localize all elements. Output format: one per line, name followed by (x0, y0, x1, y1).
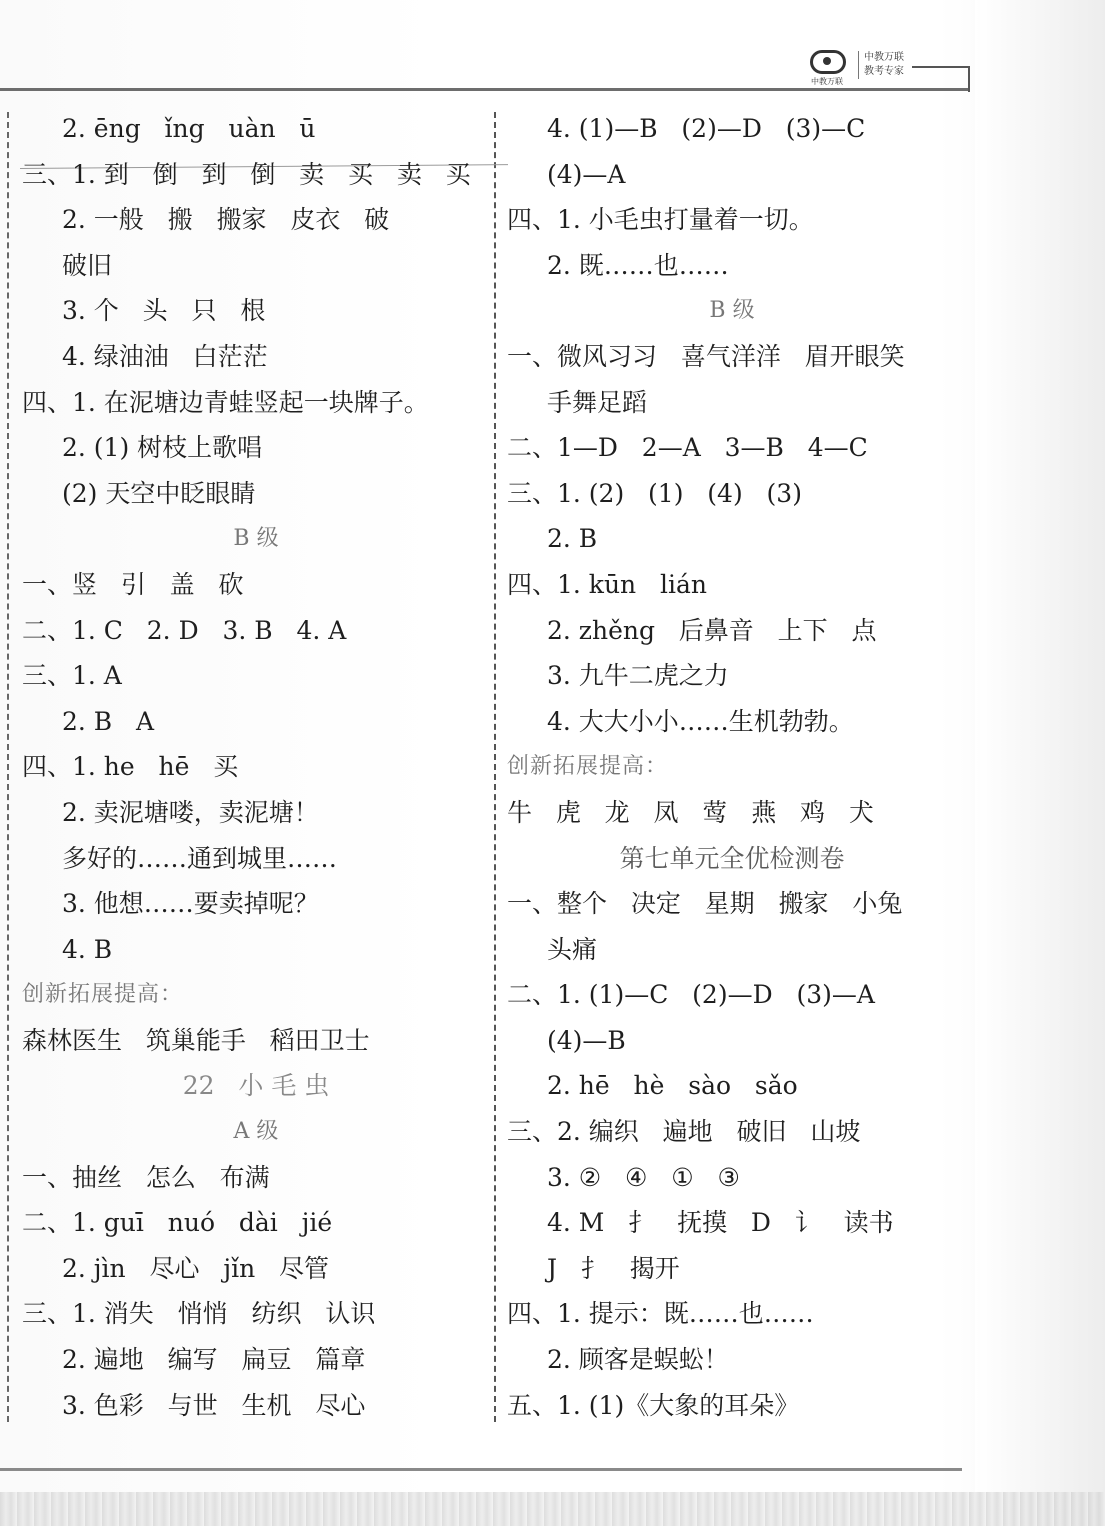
left-answer-line: 3. 他想……要卖掉呢？ (62, 889, 319, 919)
left-answer-line: 多好的……通到城里…… (62, 843, 338, 873)
left-answer-line: B 级 (233, 526, 279, 552)
right-answer-line: 2. 顾客是蜈蚣！ (547, 1345, 729, 1375)
right-answer-line: 四、1. kūn lián (507, 569, 707, 599)
left-answer-line: 一、抽丝 怎么 布满 (22, 1162, 270, 1192)
right-answer-line: 三、2. 编织 遍地 破旧 山坡 (507, 1117, 861, 1147)
left-answer-line: 2. ēng ǐng uàn ū (62, 114, 316, 143)
publisher-logo (806, 50, 848, 84)
right-answer-line: 二、1. (1)—C (2)—D (3)—A (507, 980, 875, 1010)
left-answer-line: 创新拓展提高： (22, 982, 184, 1008)
right-answer-line: 二、1—D 2—A 3—B 4—C (507, 433, 868, 463)
left-answer-line: (2) 天空中眨眼睛 (62, 478, 256, 508)
left-answer-line: 三、1. 消失 悄悄 纺织 认识 (22, 1299, 376, 1329)
left-answer-line: 四、1. 在泥塘边青蛙竖起一块牌子。 (22, 387, 429, 417)
right-answer-line: 四、1. 提示：既……也…… (507, 1299, 814, 1329)
left-answer-line: 2. 一般 搬 搬家 皮衣 破 (62, 205, 390, 235)
right-answer-line: 3. ② ④ ① ③ (547, 1162, 740, 1192)
left-answer-line: 一、竖 引 盖 砍 (22, 569, 244, 599)
left-answer-line: A 级 (233, 1119, 279, 1145)
left-answer-line: 森林医生 筑巢能手 稻田卫士 (22, 1025, 370, 1055)
right-answer-line: 牛 虎 龙 凤 莺 燕 鸡 犬 (507, 797, 874, 827)
right-answer-line: 五、1. (1)《大象的耳朵》 (507, 1390, 800, 1420)
right-answer-line: 手舞足蹈 (547, 387, 648, 417)
right-answer-line: 2. B (547, 524, 598, 554)
left-answer-line: 2. jìn 尽心 jǐn 尽管 (62, 1253, 330, 1283)
left-answer-line: 破旧 (62, 250, 113, 280)
column-divider (494, 112, 496, 1422)
left-answer-column (22, 106, 490, 1428)
left-answer-line: 2. 卖泥塘喽，卖泥塘！ (62, 797, 319, 827)
footer-rule (0, 1468, 962, 1471)
right-answer-line: 4. M 扌 抚摸 D 讠 读书 (547, 1208, 894, 1238)
right-answer-line: (4)—B (547, 1025, 626, 1055)
left-answer-line: 三、1. 到 倒 到 倒 卖 买 卖 买 (22, 159, 471, 189)
left-answer-line: 四、1. he hē 买 (22, 752, 239, 782)
header-rule-corner (912, 66, 970, 92)
torn-page-edge (0, 1492, 1105, 1526)
right-answer-line: 三、1. (2) (1) (4) (3) (507, 478, 802, 508)
right-answer-line: 创新拓展提高： (507, 754, 669, 780)
right-answer-column (507, 106, 957, 1428)
left-margin-dashes (7, 112, 9, 1422)
logo-icon (810, 50, 846, 74)
right-answer-line: 4. (1)—B (2)—D (3)—C (547, 114, 866, 143)
brand-block (858, 51, 904, 79)
right-answer-line: 一、整个 决定 星期 搬家 小兔 (507, 889, 903, 919)
right-answer-line: 四、1. 小毛虫打量着一切。 (507, 205, 814, 235)
right-answer-line: 一、微风习习 喜气洋洋 眉开眼笑 (507, 341, 905, 371)
brand-line-2: 教考专家 (864, 66, 904, 77)
right-answer-line: 2. zhěng 后鼻音 上下 点 (547, 615, 877, 645)
right-answer-line: B 级 (709, 298, 755, 324)
right-answer-line: 头痛 (547, 934, 598, 964)
left-answer-line: 3. 色彩 与世 生机 尽心 (62, 1390, 366, 1420)
logo-caption: 中教万联 (811, 77, 843, 86)
page-edge-shadow (975, 0, 1105, 1526)
right-answer-line: (4)—A (547, 159, 626, 189)
left-answer-line: 三、1. A (22, 661, 122, 691)
left-answer-line: 4. 绿油油 白茫茫 (62, 341, 268, 371)
right-answer-line: 3. 九牛二虎之力 (547, 661, 729, 691)
left-answer-line: 22 小 毛 虫 (182, 1071, 330, 1101)
left-answer-line: 3. 个 头 只 根 (62, 296, 266, 326)
right-answer-line: 2. hē hè sào sǎo (547, 1071, 798, 1101)
left-answer-line: 2. 遍地 编写 扁豆 篇章 (62, 1345, 366, 1375)
brand-line-1: 中教万联 (864, 52, 904, 63)
left-answer-line: 2. (1) 树枝上歌唱 (62, 433, 263, 463)
right-answer-line: J 扌 揭开 (547, 1253, 680, 1283)
left-answer-line: 4. B (62, 934, 113, 964)
left-answer-line: 二、1. C 2. D 3. B 4. A (22, 615, 347, 645)
left-answer-line: 2. B A (62, 706, 155, 736)
right-answer-line: 2. 既……也…… (547, 250, 729, 280)
right-answer-line: 4. 大大小小……生机勃勃。 (547, 706, 854, 736)
left-answer-line: 二、1. guī nuó dài jié (22, 1208, 333, 1238)
right-answer-line: 第七单元全优检测卷 (619, 843, 845, 873)
header-rule (0, 88, 968, 91)
